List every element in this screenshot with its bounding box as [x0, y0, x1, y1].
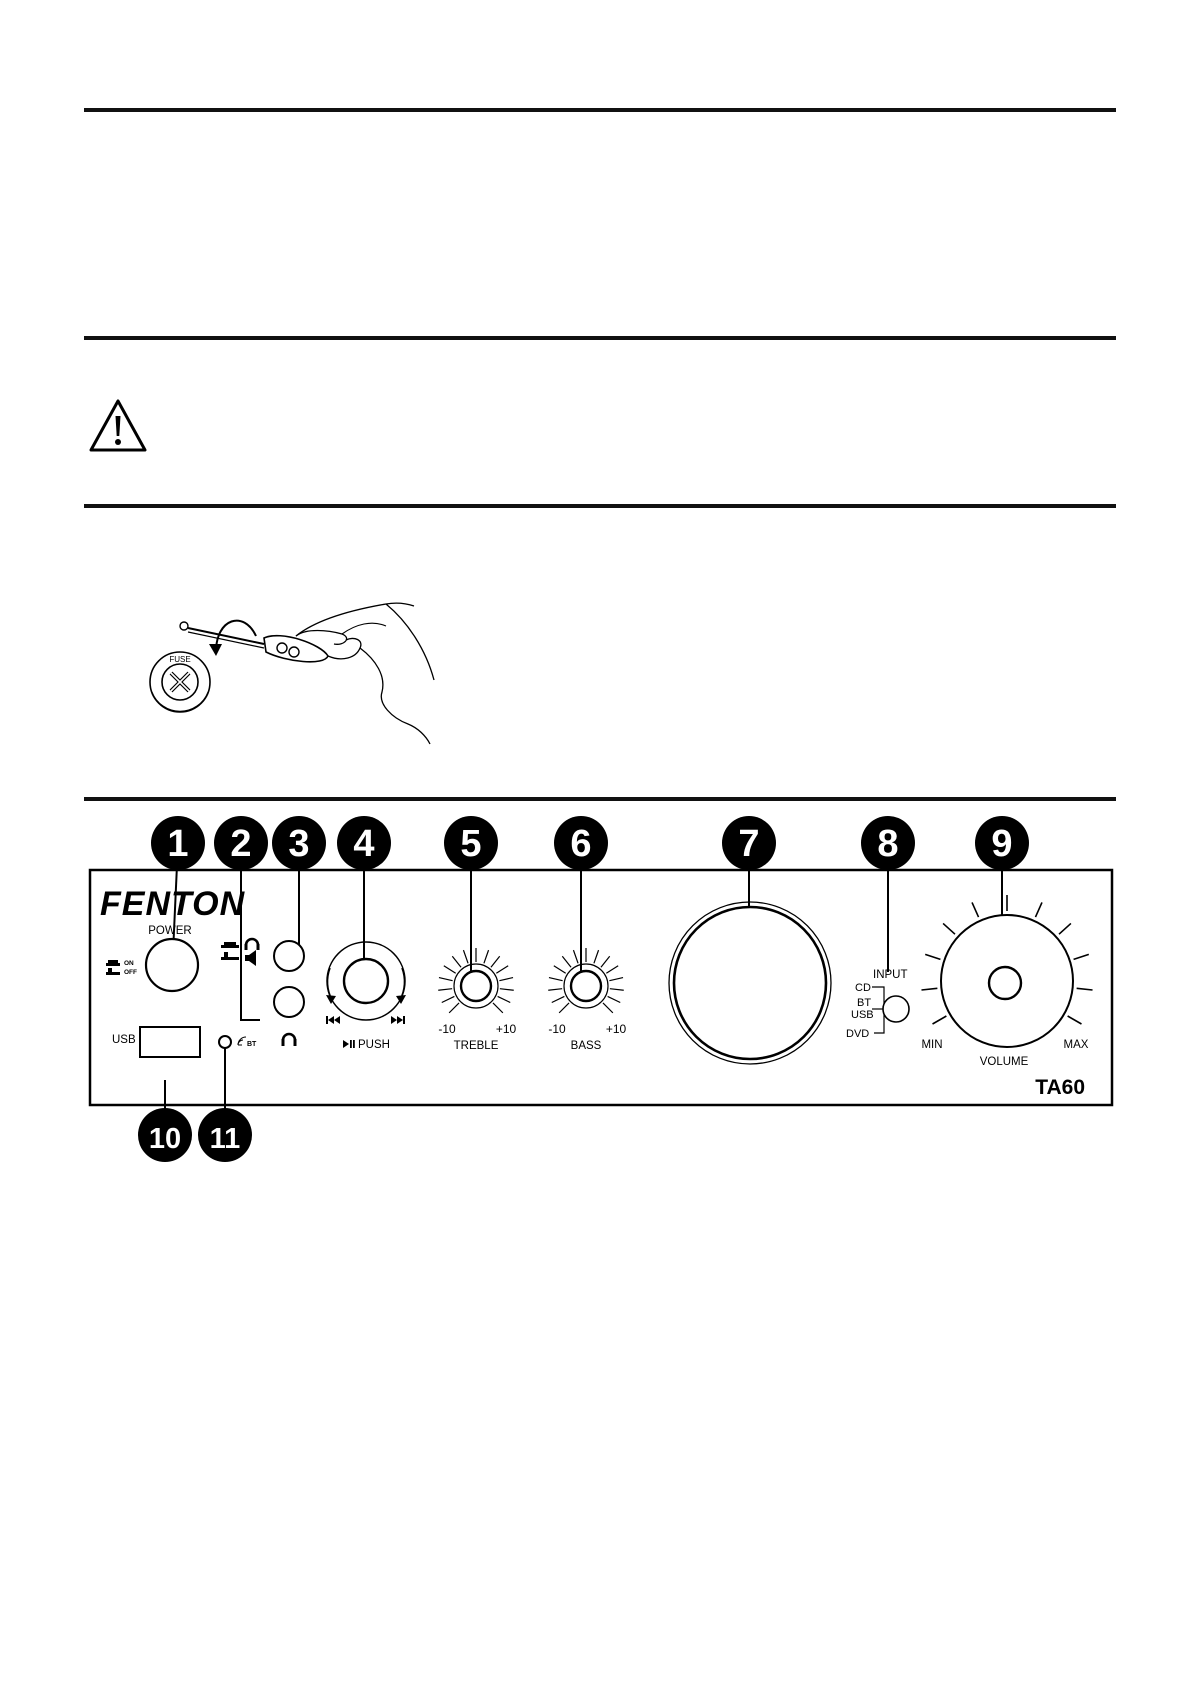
headphone-icon	[282, 1034, 297, 1046]
multi-function-knob[interactable]	[344, 959, 388, 1003]
scale-tick	[925, 954, 940, 959]
volume-min-label: MIN	[921, 1039, 943, 1051]
section-rule-4	[84, 797, 1116, 801]
callout-7-number: 7	[738, 823, 760, 865]
scale-tick	[500, 989, 514, 991]
scale-tick	[933, 1016, 947, 1024]
volume-max-label: MAX	[1063, 1039, 1089, 1051]
scale-tick	[610, 989, 624, 991]
bluetooth-led-icon	[238, 1037, 246, 1045]
scale-tick	[498, 996, 511, 1002]
callout-8-number: 8	[877, 823, 899, 865]
scale-tick	[943, 923, 955, 934]
previous-track-icon	[326, 1016, 340, 1024]
bt-label: BT	[247, 1041, 257, 1048]
callout-5-number: 5	[460, 823, 482, 865]
scale-tick	[606, 966, 618, 973]
scale-tick	[573, 950, 578, 963]
scale-tick	[609, 978, 623, 981]
scale-tick	[442, 996, 455, 1002]
scale-tick	[562, 956, 571, 967]
scale-tick	[493, 1003, 503, 1013]
scale-tick	[1059, 923, 1071, 934]
scale-tick	[438, 989, 452, 991]
treble-label: TREBLE	[453, 1040, 499, 1052]
front-panel-diagram	[84, 808, 1118, 1188]
power-label: POWER	[148, 925, 192, 937]
scale-tick	[603, 1003, 613, 1013]
scale-tick	[496, 966, 508, 973]
next-track-icon	[391, 1016, 405, 1024]
output-select-indicator-icon	[221, 942, 239, 960]
brand-logo: FENTON	[100, 885, 246, 923]
callout-4-number: 4	[353, 823, 375, 865]
bass-max-label: +10	[605, 1022, 627, 1036]
headphone-icon	[245, 939, 260, 950]
input-select-button[interactable]	[883, 996, 909, 1022]
input-option-cd: CD	[855, 982, 871, 994]
bluetooth-led	[219, 1036, 231, 1048]
treble-min-label: -10	[438, 1022, 456, 1036]
callout-6-number: 6	[570, 823, 592, 865]
callout-9-number: 9	[991, 823, 1013, 865]
scale-tick	[1074, 954, 1089, 959]
treble-knob[interactable]	[461, 971, 491, 1001]
scale-tick	[549, 978, 563, 981]
scale-tick	[554, 966, 566, 973]
volume-knob[interactable]	[989, 967, 1021, 999]
scale-tick	[449, 1003, 459, 1013]
section-rule-2	[84, 336, 1116, 340]
scale-tick	[552, 996, 565, 1002]
scale-tick	[1035, 902, 1042, 917]
scale-tick	[463, 950, 468, 963]
fuse-holder	[150, 652, 210, 712]
scale-tick	[921, 988, 937, 990]
bass-min-label: -10	[548, 1022, 566, 1036]
volume-label: VOLUME	[979, 1056, 1029, 1068]
headphone-jack[interactable]	[274, 987, 304, 1017]
usb-label: USB	[112, 1034, 136, 1046]
play-pause-icon	[343, 1040, 355, 1048]
scale-tick	[608, 996, 621, 1002]
scale-tick	[594, 950, 599, 963]
power-button[interactable]	[146, 939, 198, 991]
scale-tick	[548, 989, 562, 991]
scale-tick	[559, 1003, 569, 1013]
model-label: TA60	[1035, 1076, 1085, 1099]
input-label: INPUT	[873, 969, 908, 981]
input-option-bt: BT	[857, 997, 872, 1009]
speaker-headphone-select-button[interactable]	[274, 941, 304, 971]
power-on-label: ON	[124, 960, 134, 967]
callout-2-number: 2	[230, 823, 252, 865]
speaker-icon	[245, 950, 256, 966]
callout-11-number: 11	[209, 1123, 241, 1155]
scale-tick	[452, 956, 461, 967]
scale-tick	[439, 978, 453, 981]
scale-tick	[499, 978, 513, 981]
bass-knob[interactable]	[571, 971, 601, 1001]
bass-label: BASS	[570, 1040, 602, 1052]
power-switch-indicator-icon	[106, 960, 120, 975]
input-option-dvd: DVD	[846, 1028, 870, 1040]
scale-tick	[444, 966, 456, 973]
input-bracket	[872, 987, 884, 1033]
scale-tick	[972, 902, 979, 917]
treble-max-label: +10	[495, 1022, 517, 1036]
usb-port[interactable]	[140, 1027, 200, 1057]
scale-tick	[491, 956, 500, 967]
power-off-label: OFF	[124, 969, 137, 976]
callout-10-number: 10	[148, 1123, 182, 1155]
section-rule-3	[84, 504, 1116, 508]
input-option-usb: USB	[851, 1009, 874, 1021]
push-label: PUSH	[358, 1039, 390, 1051]
scale-tick	[1068, 1016, 1082, 1024]
display-window	[674, 907, 826, 1059]
callout-1-number: 1	[167, 823, 189, 865]
scale-tick	[484, 950, 489, 963]
section-rule-1	[84, 108, 1116, 112]
warning-triangle-icon	[88, 398, 148, 454]
fuse-replacement-illustration	[146, 600, 436, 745]
fuse-label: FUSE	[169, 655, 191, 664]
scale-tick	[601, 956, 610, 967]
scale-tick	[1077, 988, 1093, 990]
callout-3-number: 3	[288, 823, 310, 865]
